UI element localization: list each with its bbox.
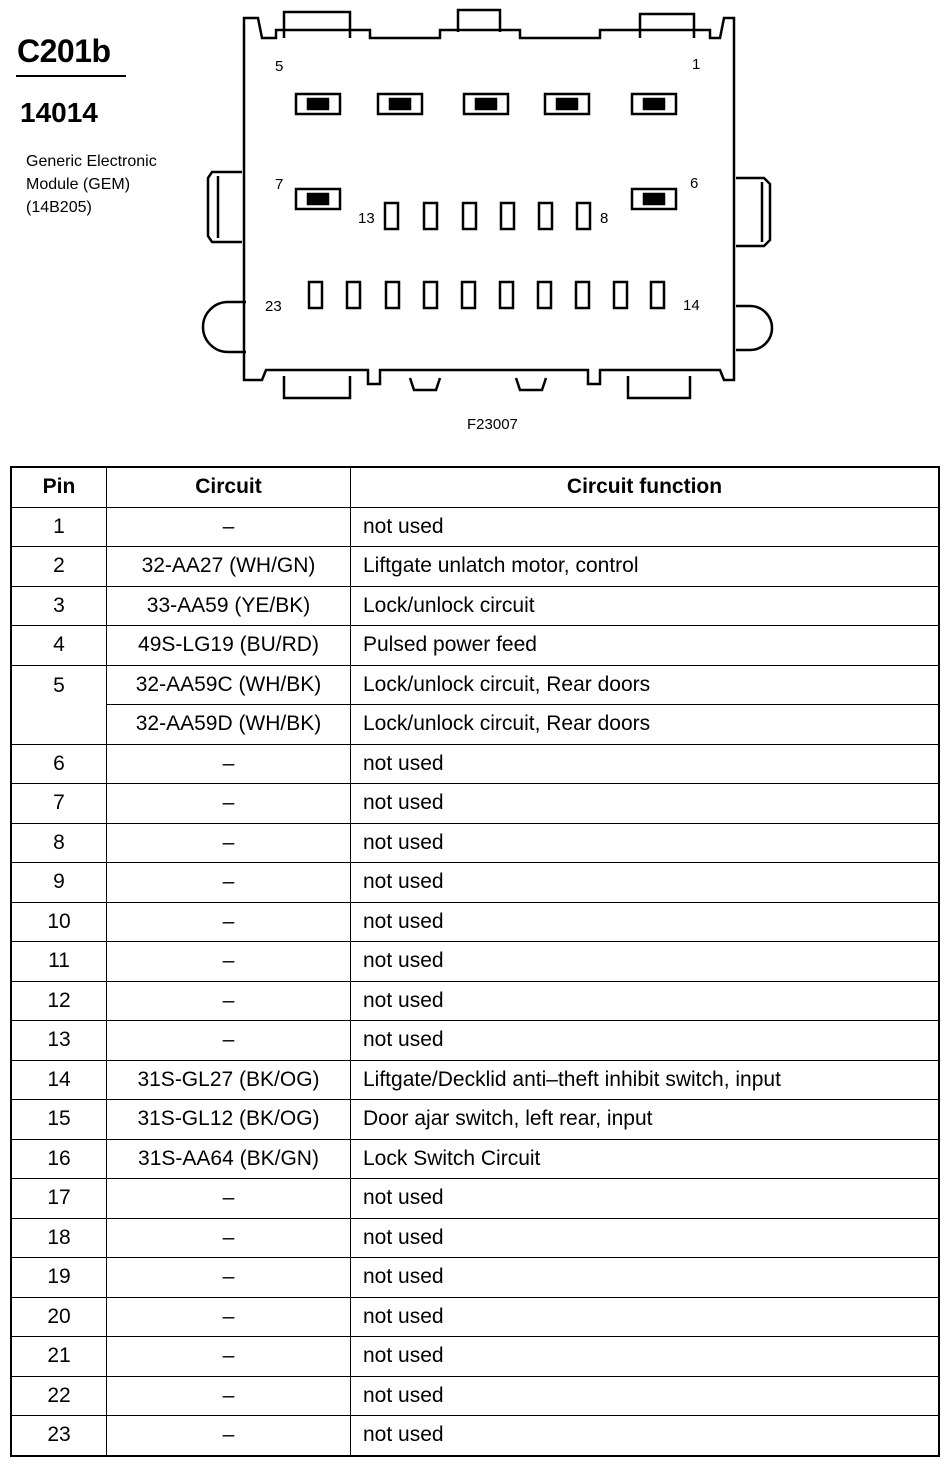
table-row <box>11 1258 939 1298</box>
function-cell: not used <box>351 744 940 784</box>
function-cell: not used <box>351 1021 940 1061</box>
pin-label: 5 <box>275 58 284 75</box>
table-row <box>11 902 939 942</box>
pin-cell: 16 <box>11 1139 107 1179</box>
pin-cell: 13 <box>11 1021 107 1061</box>
pin-cell: 4 <box>11 626 107 666</box>
function-cell: Lock/unlock circuit <box>351 586 940 626</box>
table-row <box>11 784 939 824</box>
table-header-row <box>11 467 939 507</box>
terminal-row-middle <box>385 203 590 229</box>
table-row <box>11 1139 939 1179</box>
circuit-cell: 32-AA59D (WH/BK) <box>107 705 351 745</box>
function-cell: Lock/unlock circuit, Rear doors <box>351 665 940 705</box>
table-row <box>11 942 939 982</box>
circuit-cell: – <box>107 1297 351 1337</box>
function-cell: not used <box>351 942 940 982</box>
right-bump <box>736 306 772 350</box>
circuit-cell: – <box>107 744 351 784</box>
pin-label: 1 <box>692 56 701 73</box>
top-tab <box>640 14 694 38</box>
pin-cell: 15 <box>11 1100 107 1140</box>
bottom-tab <box>628 376 690 398</box>
circuit-cell: 31S-GL27 (BK/OG) <box>107 1060 351 1100</box>
pin-label: 14 <box>683 297 700 314</box>
function-cell: not used <box>351 981 940 1021</box>
header-circuit: Circuit <box>107 467 351 507</box>
function-cell: not used <box>351 1179 940 1219</box>
function-cell: Lock Switch Circuit <box>351 1139 940 1179</box>
function-cell: not used <box>351 863 940 903</box>
table-row <box>11 626 939 666</box>
table-row <box>11 1337 939 1377</box>
circuit-cell: – <box>107 981 351 1021</box>
circuit-cell: – <box>107 1337 351 1377</box>
circuit-cell: – <box>107 942 351 982</box>
pin-cell: 7 <box>11 784 107 824</box>
function-cell: not used <box>351 1258 940 1298</box>
pin-cell: 18 <box>11 1218 107 1258</box>
pin-cell: 5 <box>11 665 107 744</box>
top-tab <box>458 10 500 32</box>
terminal-row-top <box>296 94 676 114</box>
table-row <box>11 1297 939 1337</box>
pin-cell: 12 <box>11 981 107 1021</box>
table-row <box>11 547 939 587</box>
pin-cell: 20 <box>11 1297 107 1337</box>
pin-cell: 9 <box>11 863 107 903</box>
function-cell: not used <box>351 1376 940 1416</box>
table-row <box>11 823 939 863</box>
description-line: Module (GEM) <box>26 176 131 193</box>
connector-title: C201b <box>17 33 111 69</box>
pin-label: 13 <box>358 210 375 227</box>
part-number: 14014 <box>20 97 98 128</box>
pin-cell: 6 <box>11 744 107 784</box>
table-row <box>11 1021 939 1061</box>
table-row <box>11 507 939 547</box>
function-cell: Liftgate/Decklid anti–theft inhibit switch, input <box>351 1060 940 1100</box>
table-row <box>11 1100 939 1140</box>
description-line: (14B205) <box>26 199 92 216</box>
circuit-cell: – <box>107 902 351 942</box>
function-cell: Liftgate unlatch motor, control <box>351 547 940 587</box>
circuit-cell: 49S-LG19 (BU/RD) <box>107 626 351 666</box>
header-function: Circuit function <box>351 467 940 507</box>
bottom-tab <box>284 376 350 398</box>
pin-cell: 17 <box>11 1179 107 1219</box>
pin-cell: 23 <box>11 1416 107 1456</box>
header-pin: Pin <box>11 467 107 507</box>
connector-diagram <box>0 0 950 440</box>
terminal-row-bottom <box>309 282 664 308</box>
circuit-cell: – <box>107 823 351 863</box>
table-row <box>11 744 939 784</box>
circuit-cell: – <box>107 1218 351 1258</box>
pin-label: 23 <box>265 298 282 315</box>
circuit-cell: – <box>107 784 351 824</box>
circuit-cell: 32-AA59C (WH/BK) <box>107 665 351 705</box>
pin-cell: 3 <box>11 586 107 626</box>
circuit-cell: – <box>107 1416 351 1456</box>
pin-label: 6 <box>690 175 699 192</box>
circuit-cell: – <box>107 507 351 547</box>
circuit-cell: – <box>107 863 351 903</box>
pin-label: 8 <box>600 210 609 227</box>
function-cell: not used <box>351 902 940 942</box>
pin-cell: 8 <box>11 823 107 863</box>
figure-id: F23007 <box>467 416 518 433</box>
pin-cell: 1 <box>11 507 107 547</box>
pin-cell: 19 <box>11 1258 107 1298</box>
table-row <box>11 705 939 745</box>
left-bump <box>203 302 246 352</box>
pin-cell: 2 <box>11 547 107 587</box>
left-latch <box>208 172 242 242</box>
pinout-table <box>10 466 940 1457</box>
right-latch <box>736 178 770 246</box>
table-row <box>11 665 939 705</box>
circuit-cell: – <box>107 1258 351 1298</box>
top-tab <box>284 12 350 38</box>
pin-label: 7 <box>275 176 284 193</box>
pin-cell: 22 <box>11 1376 107 1416</box>
bottom-tab <box>410 378 440 390</box>
terminal-row-middle-ends <box>296 189 676 209</box>
table-row <box>11 1218 939 1258</box>
function-cell: not used <box>351 1297 940 1337</box>
function-cell: not used <box>351 784 940 824</box>
circuit-cell: – <box>107 1179 351 1219</box>
function-cell: not used <box>351 507 940 547</box>
table-row <box>11 1376 939 1416</box>
circuit-cell: 32-AA27 (WH/GN) <box>107 547 351 587</box>
pin-cell: 14 <box>11 1060 107 1100</box>
pin-cell: 11 <box>11 942 107 982</box>
table-row <box>11 863 939 903</box>
function-cell: not used <box>351 1337 940 1377</box>
description-line: Generic Electronic <box>26 153 157 170</box>
table-row <box>11 1416 939 1456</box>
circuit-cell: – <box>107 1376 351 1416</box>
pin-cell: 10 <box>11 902 107 942</box>
pin-cell: 21 <box>11 1337 107 1377</box>
function-cell: Door ajar switch, left rear, input <box>351 1100 940 1140</box>
function-cell: not used <box>351 1416 940 1456</box>
table-row <box>11 586 939 626</box>
function-cell: not used <box>351 1218 940 1258</box>
function-cell: Pulsed power feed <box>351 626 940 666</box>
circuit-cell: 31S-GL12 (BK/OG) <box>107 1100 351 1140</box>
bottom-tab <box>516 378 546 390</box>
table-row <box>11 981 939 1021</box>
function-cell: not used <box>351 823 940 863</box>
function-cell: Lock/unlock circuit, Rear doors <box>351 705 940 745</box>
circuit-cell: 33-AA59 (YE/BK) <box>107 586 351 626</box>
table-row <box>11 1179 939 1219</box>
table-row <box>11 1060 939 1100</box>
circuit-cell: 31S-AA64 (BK/GN) <box>107 1139 351 1179</box>
circuit-cell: – <box>107 1021 351 1061</box>
